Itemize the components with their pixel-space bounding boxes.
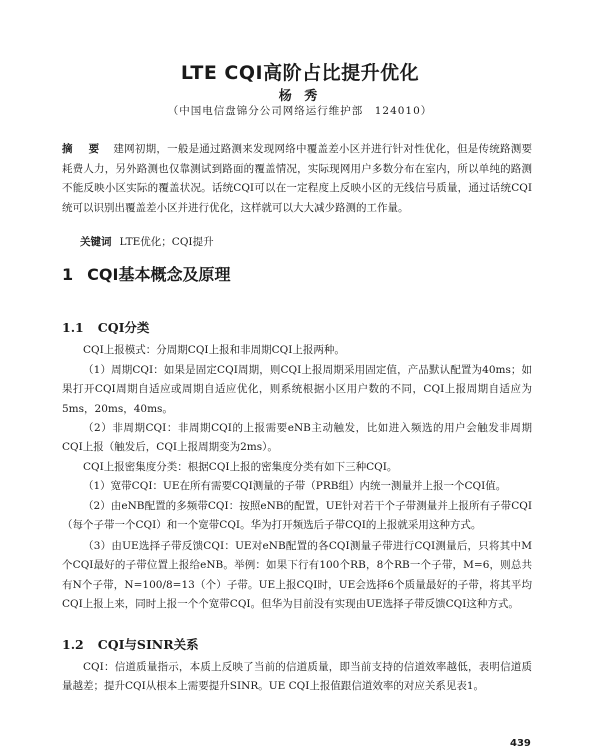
keywords-text: LTE优化；CQI提升 [119, 236, 214, 248]
section-number: 1.1 [62, 320, 84, 335]
author-name: 杨 秀 [278, 89, 322, 104]
keywords-label: 关键词 [80, 236, 112, 248]
section-1-heading [62, 262, 230, 285]
abstract-text: 建网初期，一般是通过路测来发现网络中覆盖差小区并进行针对性优化，但是传统路测要耗费人力，另外路测也仅靠测试到路面的覆盖情况，实际现网用户多数分布在室内，所以单纯的路测不能反映小区实际的覆盖状况。话统CQI可以在一定程度上反映小区的无线信号质量，通过话统CQI统可以识别出覆盖差小区并进行优化，这样就可以大大减少路测的工作量。 [62, 143, 533, 214]
paper-title: LTE CQI高阶占比提升优化 [180, 62, 420, 84]
page-number: 439 [510, 738, 531, 749]
author-affiliation: （中国电信盘锦分公司网络运行维护部 124010） [167, 105, 433, 117]
section-1-2-heading [62, 635, 199, 653]
keywords [80, 234, 214, 249]
abstract-label: 摘 要 [62, 143, 106, 155]
paragraph: CQI：信道质量指示，本质上反映了当前的信道质量，即当前支持的信道效率越低，表明信道质量越差；提升CQI从根本上需要提升SINR。UE CQI上报值跟信道效率的对应关系见表1。 [62, 660, 532, 692]
paragraph: （2）非周期CQI：非周期CQI的上报需要eNB主动触发，比如进入频选的用户会触发非周期CQI上报（触发后，CQI上报周期变为2ms）。 [62, 421, 532, 453]
section-title: CQI与SINR关系 [97, 637, 199, 652]
section-title: CQI基本概念及原理 [87, 265, 231, 284]
section-number: 1 [62, 265, 74, 284]
paragraph: CQI上报密集度分类：根据CQI上报的密集度分类有如下三种CQI。 [83, 460, 398, 473]
paragraph: （1）宽带CQI：UE在所有需要CQI测量的子带（PRB组）内统一测量并上报一个CQI值。 [83, 479, 507, 492]
paragraph: CQI上报模式：分周期CQI上报和非周期CQI上报两种。 [83, 343, 345, 356]
section-1-1-heading [62, 318, 149, 336]
paragraph: （2）由eNB配置的多频带CQI：按照eNB的配置，UE针对若干个子带测量并上报所有子带CQI（每个子带一个CQI）和一个宽带CQI。华为打开频选后子带CQI的上报就采用这种方式。 [62, 499, 532, 531]
abstract [62, 140, 532, 218]
section-number: 1.2 [62, 637, 84, 652]
paragraph: （3）由UE选择子带反馈CQI：UE对eNB配置的各CQI测量子带进行CQI测量后，只将其中M个CQI最好的子带位置上报给eNB。举例：如果下行有100个RB，8个RB一个子带，M=6，则总共有N个子带，N=100/8=13（个）子带。UE上报CQI时，UE会选择6个质量最好的子带，将其平均CQI上报上来，同时上报一个个宽带CQI。但华为目前没有实现由UE选择子带反馈CQI这种方式。 [62, 539, 532, 610]
paragraph: （1）周期CQI：如果是固定CQI周期，则CQI上报周期采用固定值，产品默认配置为40ms；如果打开CQI周期自适应或周期自适应优化，则系统根据小区用户数的不同，CQI上报周期自适应为5ms，20ms，40ms。 [62, 363, 532, 415]
section-title: CQI分类 [97, 320, 150, 335]
